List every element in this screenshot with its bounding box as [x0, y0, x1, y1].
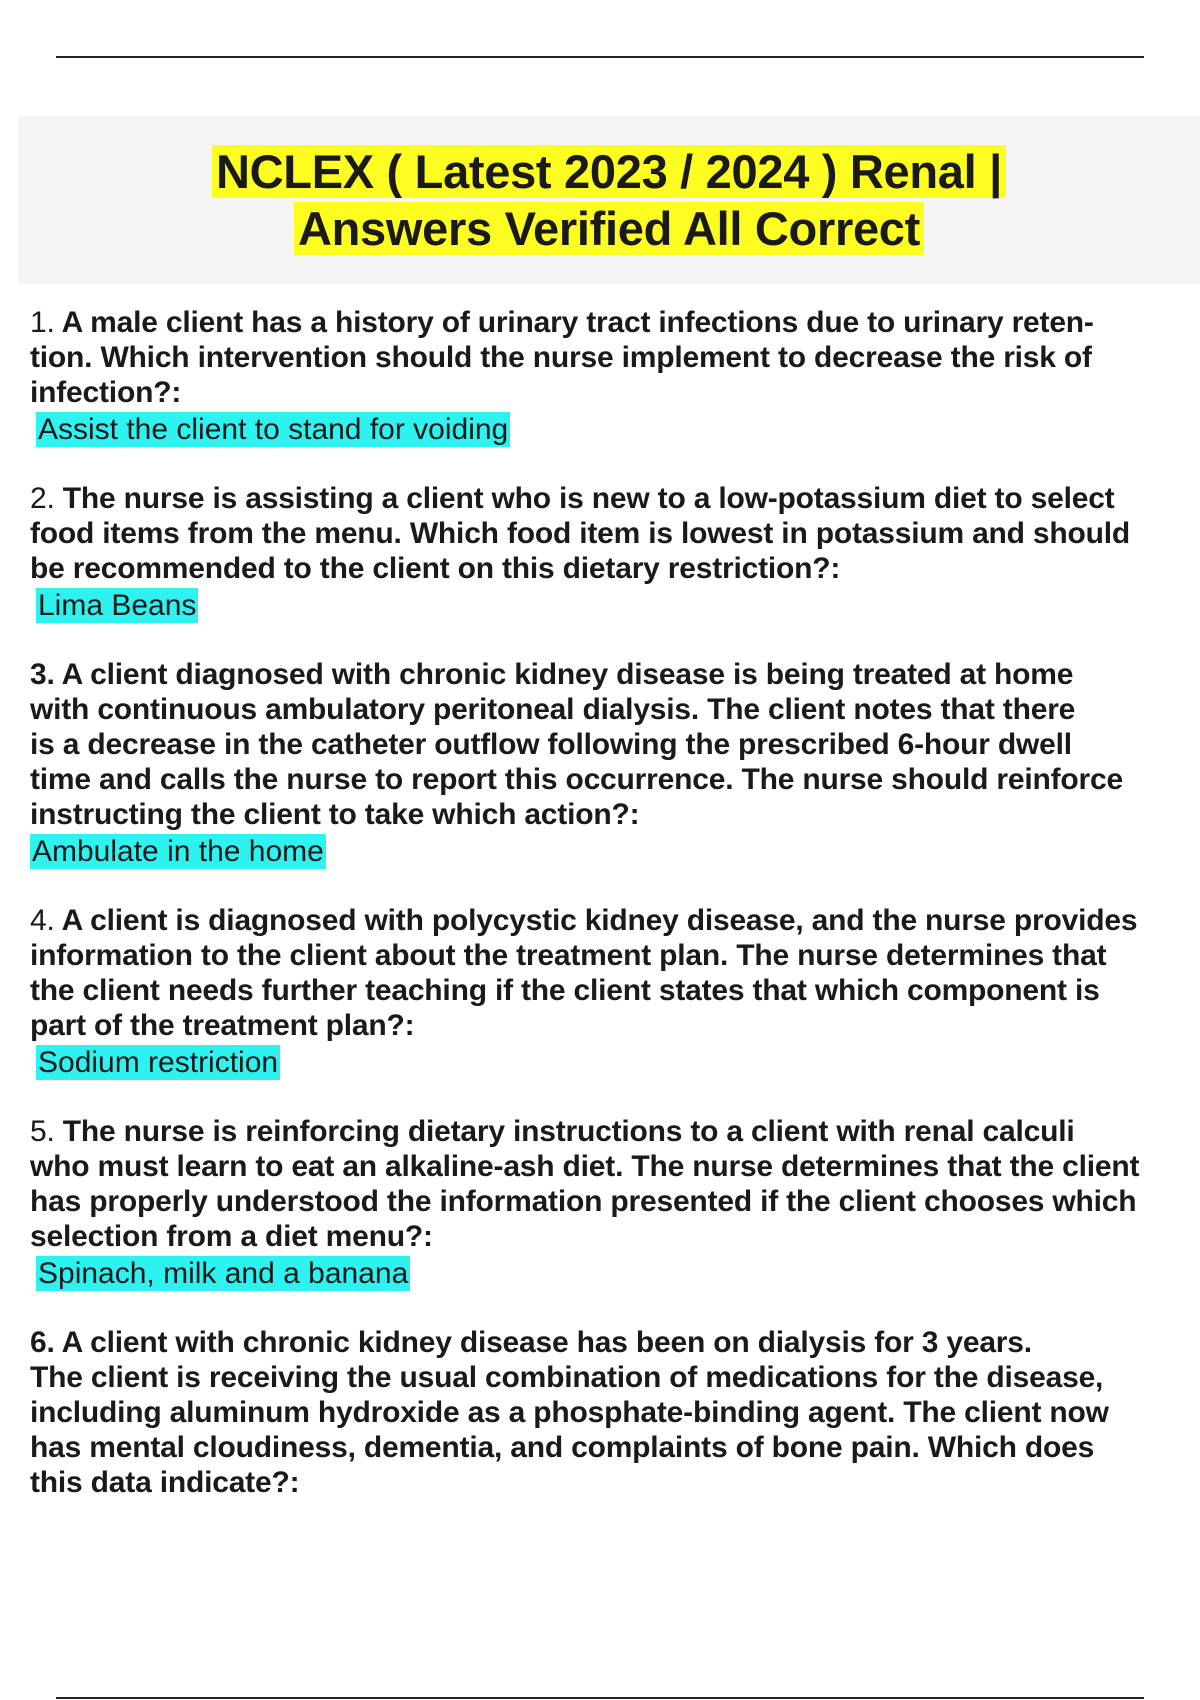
title-band — [18, 116, 1200, 284]
answer-highlight: Assist the client to stand for voiding — [38, 413, 509, 446]
title-line-2: Answers Verified All Correct — [294, 202, 924, 255]
question-1 — [30, 305, 1200, 447]
question-6-text — [30, 1325, 1200, 1500]
question-line: infection?: — [30, 376, 182, 409]
question-6 — [30, 1325, 1200, 1500]
question-line: has properly understood the information presented if the client chooses which — [30, 1185, 1137, 1218]
answer-highlight: Ambulate in the home — [32, 835, 324, 868]
top-rule — [56, 56, 1144, 58]
question-line: A client diagnosed with chronic kidney disease is being treated at home — [61, 658, 1074, 691]
title-line-1: NCLEX ( Latest 2023 / 2024 ) Renal | — [212, 145, 1006, 198]
question-list — [30, 305, 1200, 1534]
question-line: the client needs further teaching if the client states that which component is — [30, 974, 1100, 1007]
question-line: who must learn to eat an alkaline-ash diet. The nurse determines that the client — [30, 1150, 1140, 1183]
question-3-text — [30, 657, 1200, 832]
question-number: 4. — [30, 904, 55, 937]
question-line: this data indicate?: — [30, 1466, 300, 1499]
question-number: 5. — [30, 1115, 55, 1148]
question-4-text — [30, 903, 1200, 1043]
question-line: food items from the menu. Which food item is lowest in potassium and should — [30, 517, 1131, 550]
question-line: selection from a diet menu?: — [30, 1220, 433, 1253]
question-line: has mental cloudiness, dementia, and complaints of bone pain. Which does — [30, 1431, 1095, 1464]
question-line: The nurse is assisting a client who is new to a low-potassium diet to select — [62, 482, 1115, 515]
question-line: A client is diagnosed with polycystic kidney disease, and the nurse provides — [61, 904, 1138, 937]
answer-highlight: Sodium restriction — [38, 1046, 279, 1079]
bottom-rule — [56, 1697, 1144, 1699]
question-line: A client with chronic kidney disease has been on dialysis for 3 years. — [61, 1326, 1032, 1359]
question-line: instructing the client to take which action?: — [30, 798, 640, 831]
question-1-text — [30, 305, 1200, 410]
question-2 — [30, 481, 1200, 623]
question-number: 1. — [30, 306, 55, 339]
question-line: A male client has a history of urinary tract infections due to urinary reten- — [61, 306, 1094, 339]
question-line: including aluminum hydroxide as a phosphate-binding agent. The client now — [30, 1396, 1109, 1429]
question-line: is a decrease in the catheter outflow following the prescribed 6-hour dwell — [30, 728, 1072, 761]
question-line: time and calls the nurse to report this occurrence. The nurse should reinforce — [30, 763, 1123, 796]
question-2-text — [30, 481, 1200, 586]
question-5 — [30, 1114, 1200, 1291]
question-line: be recommended to the client on this dietary restriction?: — [30, 552, 841, 585]
answer-highlight: Lima Beans — [38, 589, 197, 622]
question-line: information to the client about the treatment plan. The nurse determines that — [30, 939, 1107, 972]
question-line: part of the treatment plan?: — [30, 1009, 415, 1042]
question-line: The client is receiving the usual combination of medications for the disease, — [30, 1361, 1104, 1394]
question-number: 6. — [30, 1326, 55, 1359]
question-line: tion. Which intervention should the nurse implement to decrease the risk of — [30, 341, 1092, 374]
question-3 — [30, 657, 1200, 869]
question-4 — [30, 903, 1200, 1080]
answer-highlight: Spinach, milk and a banana — [38, 1257, 409, 1290]
question-number: 2. — [30, 482, 55, 515]
document-title — [212, 143, 1006, 257]
question-line: with continuous ambulatory peritoneal dialysis. The client notes that there — [30, 693, 1076, 726]
question-number: 3. — [30, 658, 55, 691]
question-line: The nurse is reinforcing dietary instructions to a client with renal calculi — [62, 1115, 1075, 1148]
question-5-text — [30, 1114, 1200, 1254]
